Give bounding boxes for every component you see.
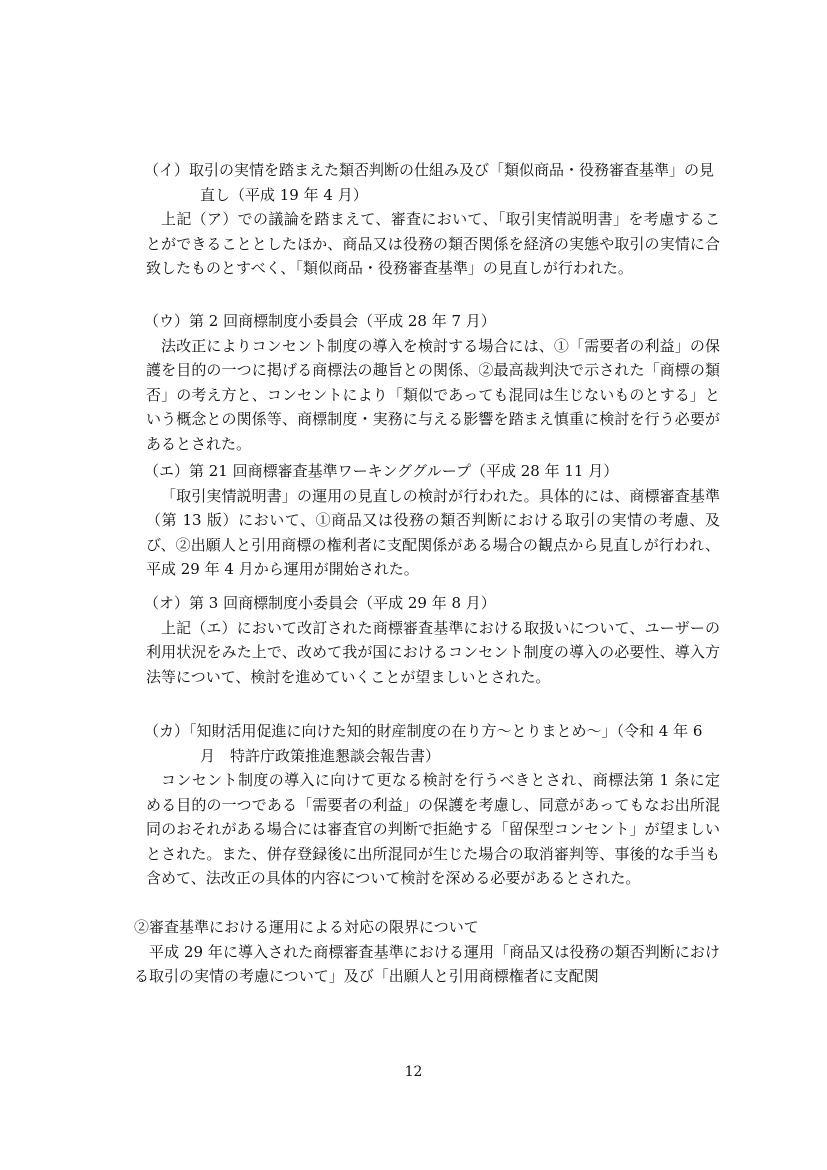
- section-i: [142, 158, 720, 281]
- section-o: [142, 591, 720, 689]
- section-ka-body: コンセント制度の導入に向けて更なる検討を行うべきとされ、商標法第 1 条に定める目的の一つである「需要者の利益」の保護を考慮し、同意があってもなお出所混同のおそれがある場合には審査官の判断で拒絶する「留保型コンセント」が望ましいとされた。また、併存登録後に出所混同が生じた場合の取消審判等、事後的な手当も含めて、法改正の具体的内容について検討を深める必要があるとされた。: [146, 771, 720, 887]
- section-i-body: 上記（ア）での議論を踏まえて、審査において、「取引実情説明書」を考慮することができることとしたほか、商品又は役務の類否関係を経済の実態や取引の実情に合致したものとすべく、「類似商品・役務審査基準」の見直しが行われた。: [146, 210, 720, 277]
- page-number: 12: [404, 1064, 423, 1080]
- section-ka: [142, 719, 720, 891]
- section-e: [142, 459, 720, 582]
- section-o-body: 上記（エ）において改訂された商標審査基準における取扱いについて、ユーザーの利用状況をみた上で、改めて我が国におけるコンセント制度の導入の必要性、導入方法等について、検討を進めていくことが望ましいとされた。: [146, 618, 720, 686]
- section-o-heading: （オ）第 3 回商標制度小委員会（平成 29 年 8 月）: [144, 594, 496, 612]
- section-u: [142, 309, 720, 456]
- section-u-body: 法改正によりコンセント制度の導入を検討する場合には、①「需要者の利益」の保護を目的の一つに掲げる商標法の趣旨との関係、②最高裁判決で示された「商標の類否」の考え方と、コンセントにより「類似であっても混同は生じないものとする」という概念との関係等、商標制度・実務に与える影響を踏まえ慎重に検討を行う必要があるとされた。: [146, 336, 720, 453]
- main-section-body: 平成 29 年に導入された商標審査基準における運用「商品又は役務の類否判断における取引の実情の考慮について」及び「出願人と引用商標権者に支配関: [134, 942, 720, 985]
- section-ka-heading: （カ）「知財活用促進に向けた知的財産制度の在り方〜とりまとめ〜」（令和 4 年 6 月 特許庁政策推進懇談会報告書）: [144, 722, 703, 765]
- section-e-body: 「取引実情説明書」の運用の見直しの検討が行われた。具体的には、商標審査基準（第 13 版）において、①商品又は役務の類否判断における取引の実情の考慮、及び、②出願人と引用商標の権利者に支配関係がある場合の観点から見直しが行われ、平成 29 年 4 月から運用が開始された。: [146, 486, 720, 578]
- section-i-heading: （イ）取引の実情を踏まえた類否判断の仕組み及び「類似商品・役務審査基準」の見直し（平成 19 年 4 月）: [144, 161, 715, 204]
- main-section: [134, 915, 720, 989]
- main-section-heading: ②審査基準における運用による対応の限界について: [134, 918, 479, 936]
- section-e-heading: （エ）第 21 回商標審査基準ワーキンググループ（平成 28 年 11 月）: [144, 462, 619, 480]
- section-u-heading: （ウ）第 2 回商標制度小委員会（平成 28 年 7 月）: [144, 312, 496, 330]
